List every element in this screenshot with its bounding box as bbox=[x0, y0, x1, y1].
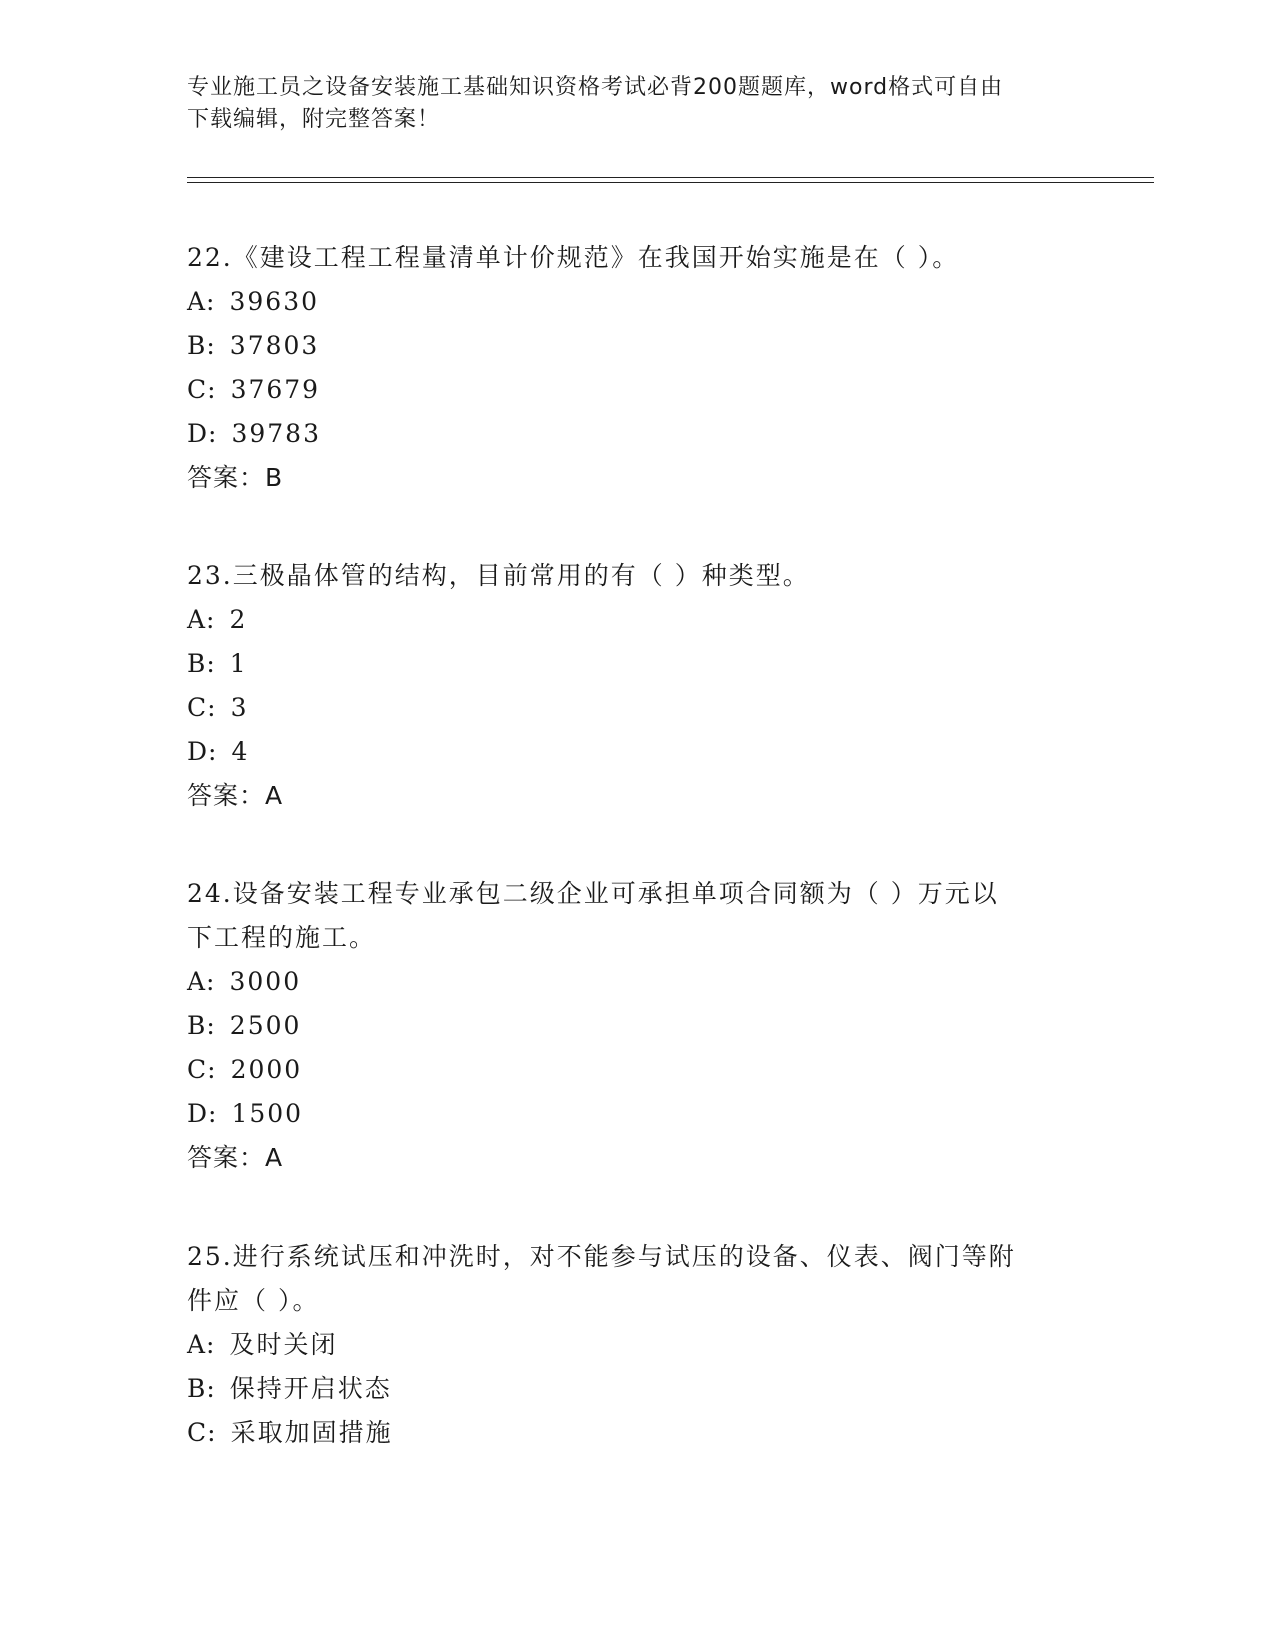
option-value: 及时关闭 bbox=[229, 1330, 338, 1359]
option-value: 保持开启状态 bbox=[229, 1374, 392, 1403]
question-22 bbox=[187, 236, 1087, 500]
question-text-line-1: 25.进行系统试压和冲洗时，对不能参与试压的设备、仪表、阀门等附 bbox=[187, 1242, 1016, 1271]
header-divider-bottom bbox=[187, 182, 1154, 183]
option-letter: C: bbox=[187, 1055, 217, 1084]
option-a bbox=[187, 598, 1087, 642]
option-value: 4 bbox=[231, 737, 250, 766]
option-letter: C: bbox=[187, 693, 217, 722]
option-letter: A: bbox=[187, 967, 216, 996]
answer-line: 答案：A bbox=[187, 781, 284, 810]
option-b bbox=[187, 1367, 1087, 1411]
question-23 bbox=[187, 554, 1087, 818]
option-b bbox=[187, 324, 1087, 368]
answer-line: 答案：B bbox=[187, 463, 284, 492]
option-a bbox=[187, 960, 1087, 1004]
option-value: 1500 bbox=[231, 1099, 304, 1128]
option-value: 采取加固措施 bbox=[230, 1418, 393, 1447]
option-letter: A: bbox=[187, 1330, 216, 1359]
option-letter: A: bbox=[187, 287, 216, 316]
option-letter: C: bbox=[187, 1418, 217, 1447]
option-b bbox=[187, 1004, 1087, 1048]
option-a bbox=[187, 1323, 1087, 1367]
option-value: 37803 bbox=[229, 331, 320, 360]
answer-line: 答案：A bbox=[187, 1143, 284, 1172]
option-letter: D: bbox=[187, 1099, 218, 1128]
option-letter: B: bbox=[187, 649, 216, 678]
option-value: 39630 bbox=[229, 287, 320, 316]
option-value: 39783 bbox=[231, 419, 321, 448]
option-c bbox=[187, 1411, 1087, 1455]
question-text: 22.《建设工程工程量清单计价规范》在我国开始实施是在（ ）。 bbox=[187, 243, 960, 272]
header-divider-top bbox=[187, 177, 1154, 178]
option-value: 37679 bbox=[230, 375, 321, 404]
document-header bbox=[187, 72, 1067, 136]
question-text: 23.三极晶体管的结构，目前常用的有（ ）种类型。 bbox=[187, 561, 810, 590]
option-letter: B: bbox=[187, 1374, 216, 1403]
option-value: 1 bbox=[229, 649, 248, 678]
option-value: 2 bbox=[229, 605, 248, 634]
option-value: 2500 bbox=[229, 1011, 302, 1040]
option-letter: B: bbox=[187, 1011, 216, 1040]
option-c bbox=[187, 686, 1087, 730]
option-letter: A: bbox=[187, 605, 216, 634]
question-text-line-1: 24.设备安装工程专业承包二级企业可承担单项合同额为（ ）万元以 bbox=[187, 879, 999, 908]
option-b bbox=[187, 642, 1087, 686]
option-value: 3 bbox=[230, 693, 249, 722]
option-value: 3000 bbox=[229, 967, 302, 996]
question-text-line-2: 件应（ ）。 bbox=[187, 1286, 320, 1315]
question-24 bbox=[187, 872, 1087, 1180]
option-a bbox=[187, 280, 1087, 324]
option-c bbox=[187, 368, 1087, 412]
option-letter: D: bbox=[187, 419, 218, 448]
question-25 bbox=[187, 1235, 1087, 1455]
option-d bbox=[187, 730, 1087, 774]
option-d bbox=[187, 1092, 1087, 1136]
option-letter: D: bbox=[187, 737, 218, 766]
option-letter: B: bbox=[187, 331, 216, 360]
option-value: 2000 bbox=[230, 1055, 303, 1084]
question-text-line-2: 下工程的施工。 bbox=[187, 923, 377, 952]
option-letter: C: bbox=[187, 375, 217, 404]
header-line-1: 专业施工员之设备安装施工基础知识资格考试必背200题题库，word格式可自由 bbox=[187, 75, 1004, 100]
option-c bbox=[187, 1048, 1087, 1092]
header-line-2: 下载编辑，附完整答案！ bbox=[187, 107, 441, 132]
option-d bbox=[187, 412, 1087, 456]
